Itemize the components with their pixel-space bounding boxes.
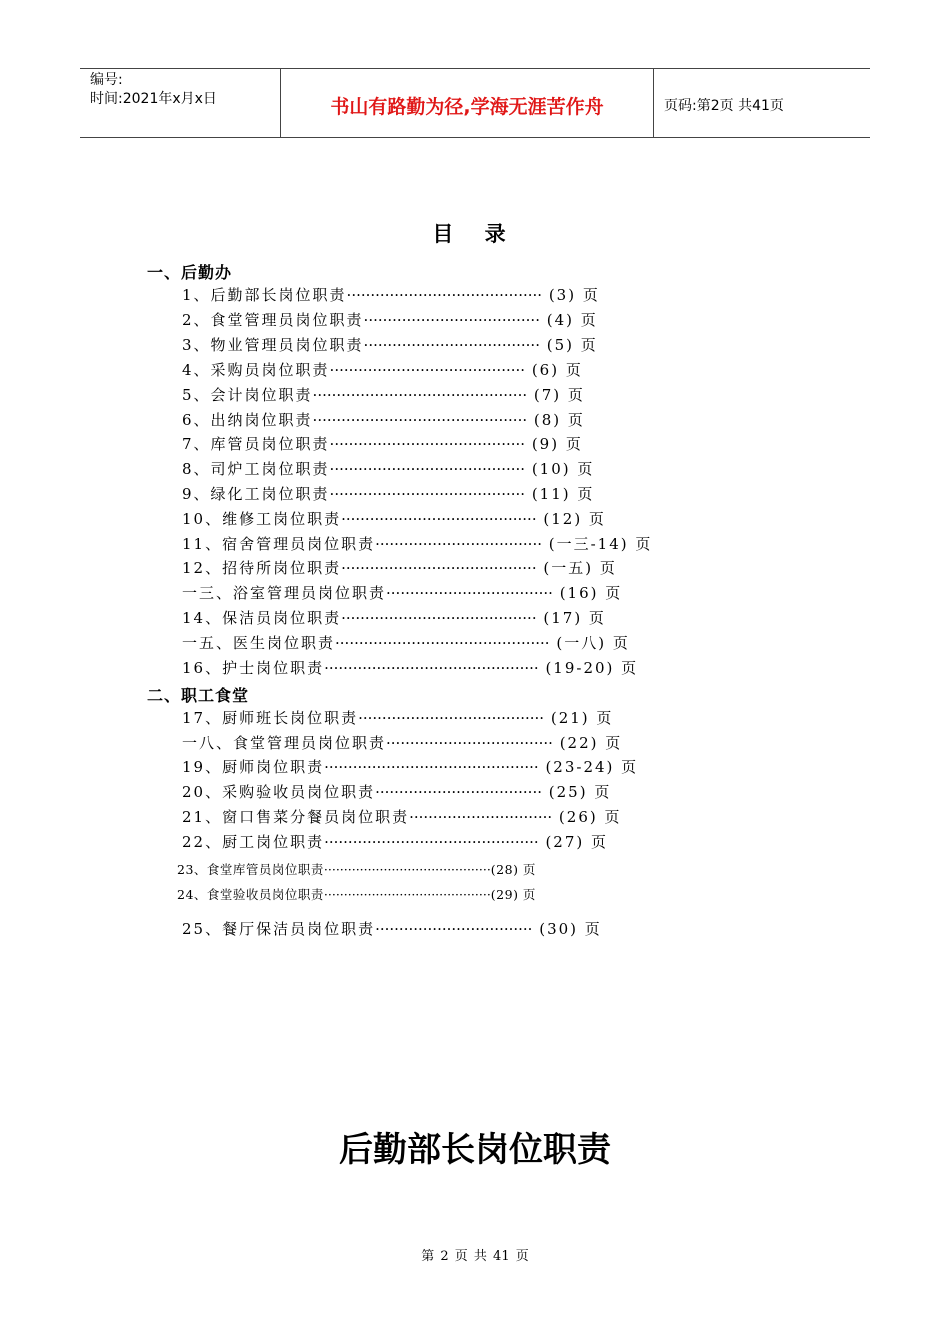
toc-item[interactable]: 20、采购验收员岗位职责··································· (25) 页 (182, 783, 612, 801)
number-label: 编号: (90, 72, 123, 88)
toc-item-page: (25) 页 (548, 783, 612, 801)
toc-item[interactable]: 1、后勤部长岗位职责········································· (3) 页 (182, 286, 600, 304)
toc-item[interactable]: 7、库管员岗位职责········································· (9) 页 (182, 435, 583, 453)
toc-item-label: 11、宿舍管理员岗位职责 (182, 535, 376, 553)
toc-item[interactable]: 17、厨师班长岗位职责······································· (21) 页 (182, 709, 614, 727)
toc-item-label: 24、食堂验收员岗位职责 (177, 887, 324, 902)
toc-item-label: 17、厨师班长岗位职责 (182, 709, 359, 727)
toc-item-page: (7) 页 (533, 386, 585, 404)
toc-item[interactable]: 6、出纳岗位职责············································· (8) 页 (182, 411, 585, 429)
toc-item-page: (9) 页 (531, 435, 583, 453)
toc-item-label: 16、护士岗位职责 (182, 659, 325, 677)
toc-item[interactable]: 11、宿舍管理员岗位职责··································· (一三-14) 页 (182, 535, 653, 553)
header-meta-cell (80, 69, 281, 137)
toc-item-page: (6) 页 (531, 361, 583, 379)
toc-item-page: (27) 页 (545, 833, 609, 851)
toc-item[interactable]: 2、食堂管理员岗位职责····································· (4) 页 (182, 311, 598, 329)
header-table (80, 68, 870, 138)
toc-item-page: (19-20) 页 (545, 659, 639, 677)
toc-item-label: 一八、食堂管理员岗位职责 (182, 734, 387, 752)
toc-item-page: (5) 页 (546, 336, 598, 354)
toc-item-label: 12、招待所岗位职责 (182, 559, 342, 577)
toc-item[interactable]: 3、物业管理员岗位职责····································· (5) 页 (182, 336, 598, 354)
toc-item-label: 7、库管员岗位职责 (182, 435, 330, 453)
header-page-code: 页码:第2页 共41页 (664, 98, 784, 114)
toc-item-page: (22) 页 (559, 734, 623, 752)
toc-item-page: (一三-14) 页 (548, 535, 653, 553)
toc-item-page: (一八) 页 (556, 634, 630, 652)
toc-section-title: 一、后勤办 (147, 263, 233, 282)
toc-item-page: (23-24) 页 (545, 758, 639, 776)
toc-item-label: 8、司炉工岗位职责 (182, 460, 330, 478)
toc-title: 目 录 (432, 222, 518, 246)
toc-item[interactable]: 12、招待所岗位职责········································· (一五) 页 (182, 559, 617, 577)
page-footer: 第 2 页 共 41 页 (421, 1249, 529, 1264)
toc-item[interactable]: 8、司炉工岗位职责········································· (10) 页 (182, 460, 595, 478)
toc-item-page: (11) 页 (531, 485, 595, 503)
toc-item-page: (17) 页 (543, 609, 606, 627)
toc-item[interactable]: 23、食堂库管员岗位职责··········································(28) 页 (177, 862, 536, 877)
toc-item-page: (10) 页 (531, 460, 595, 478)
toc-item-label: 25、餐厅保洁员岗位职责 (182, 920, 376, 938)
toc-item[interactable]: 10、维修工岗位职责········································· (12) 页 (182, 510, 606, 528)
toc-item[interactable]: 21、窗口售菜分餐员岗位职责······························ (26) 页 (182, 808, 622, 826)
toc-item-page: (28) 页 (490, 862, 536, 877)
toc-item-page: (16) 页 (559, 584, 623, 602)
toc-item[interactable]: 4、采购员岗位职责········································· (6) 页 (182, 361, 583, 379)
toc-item-label: 1、后勤部长岗位职责 (182, 286, 347, 304)
toc-item[interactable]: 一三、浴室管理员岗位职责··································· (16) 页 (182, 584, 623, 602)
time-label: 时间:2021年x月x日 (90, 91, 217, 107)
toc-item-page: (3) 页 (548, 286, 600, 304)
toc-item-label: 一三、浴室管理员岗位职责 (182, 584, 387, 602)
toc-item-label: 2、食堂管理员岗位职责 (182, 311, 364, 329)
toc-item-label: 14、保洁员岗位职责 (182, 609, 342, 627)
toc-item-page: (8) 页 (533, 411, 585, 429)
toc-item-page: (29) 页 (490, 887, 536, 902)
toc-item[interactable]: 16、护士岗位职责············································· (19-20) 页 (182, 659, 639, 677)
toc-item-label: 23、食堂库管员岗位职责 (177, 862, 324, 877)
toc-item[interactable]: 一八、食堂管理员岗位职责··································· (22) 页 (182, 734, 623, 752)
toc-item-label: 19、厨师岗位职责 (182, 758, 325, 776)
toc-item-label: 4、采购员岗位职责 (182, 361, 330, 379)
section-heading: 后勤部长岗位职责 (339, 1130, 611, 1170)
toc-item-page: (一五) 页 (543, 559, 617, 577)
toc-item-page: (26) 页 (558, 808, 622, 826)
toc-item[interactable]: 19、厨师岗位职责············································· (23-24) 页 (182, 758, 639, 776)
toc-item-page: (12) 页 (543, 510, 606, 528)
toc-item-label: 20、采购验收员岗位职责 (182, 783, 376, 801)
toc-item[interactable]: 24、食堂验收员岗位职责··········································(29) 页 (177, 887, 536, 902)
toc-item[interactable]: 22、厨工岗位职责············································· (27) 页 (182, 833, 609, 851)
toc-item-label: 5、会计岗位职责 (182, 386, 313, 404)
toc-item[interactable]: 25、餐厅保洁员岗位职责································· (30) 页 (182, 920, 602, 938)
toc-item-page: (4) 页 (546, 311, 598, 329)
toc-item-label: 3、物业管理员岗位职责 (182, 336, 364, 354)
toc-item-label: 一五、医生岗位职责 (182, 634, 336, 652)
toc-item[interactable]: 14、保洁员岗位职责········································· (17) 页 (182, 609, 606, 627)
header-motto: 书山有路勤为径,学海无涯苦作舟 (281, 69, 654, 137)
toc-item-label: 6、出纳岗位职责 (182, 411, 313, 429)
toc-item[interactable]: 一五、医生岗位职责············································· (一八) 页 (182, 634, 630, 652)
toc-item[interactable]: 9、绿化工岗位职责········································· (11) 页 (182, 485, 595, 503)
toc-item-label: 10、维修工岗位职责 (182, 510, 342, 528)
toc-item-page: (21) 页 (550, 709, 614, 727)
toc-item-page: (30) 页 (539, 920, 602, 938)
toc-item-label: 22、厨工岗位职责 (182, 833, 325, 851)
toc-item[interactable]: 5、会计岗位职责············································· (7) 页 (182, 386, 585, 404)
toc-section-title: 二、职工食堂 (147, 686, 250, 705)
toc-item-label: 21、窗口售菜分餐员岗位职责 (182, 808, 410, 826)
toc-item-label: 9、绿化工岗位职责 (182, 485, 330, 503)
